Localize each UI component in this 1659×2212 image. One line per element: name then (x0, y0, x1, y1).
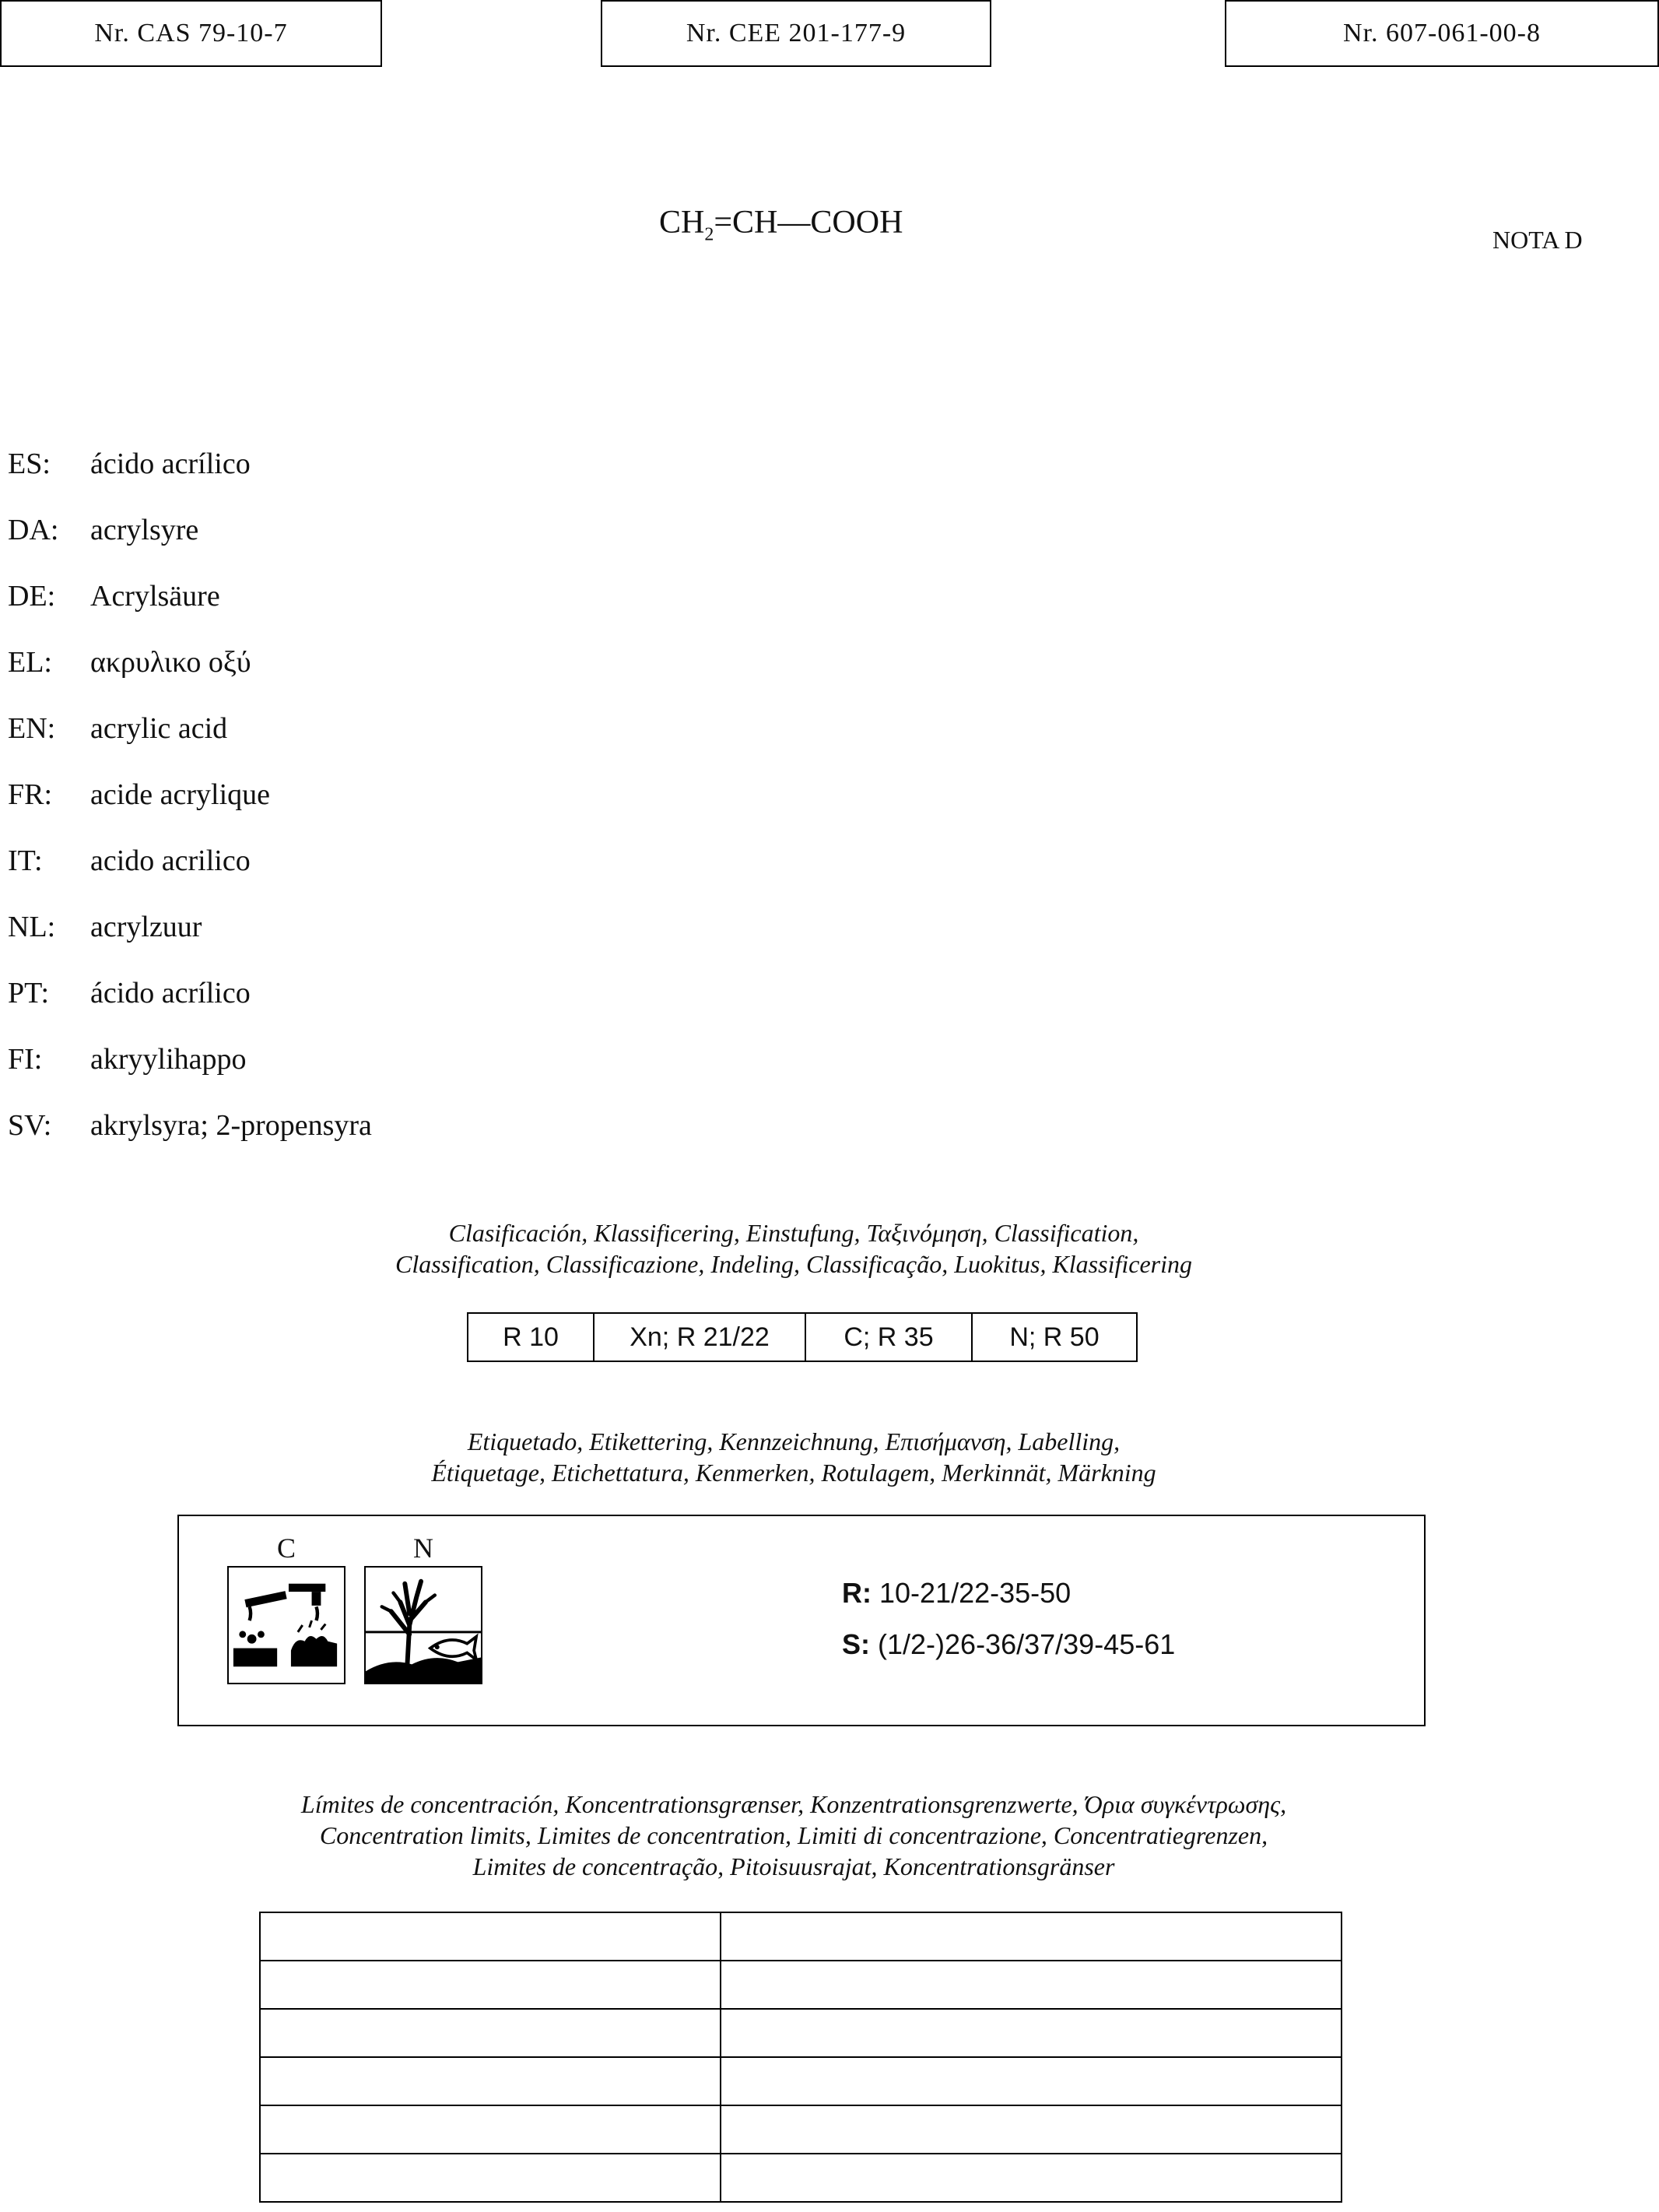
substance-name: akrylsyra; 2-propensyra (90, 1109, 372, 1142)
table-cell (260, 2009, 721, 2057)
language-code: PT: (8, 977, 50, 1009)
substance-name: acrylsyre (90, 514, 199, 546)
table-cell (260, 1912, 721, 1961)
substance-name-row (8, 711, 372, 778)
substance-name: ácido acrílico (90, 977, 251, 1009)
substance-name-row (8, 1042, 372, 1108)
index-number-box (1225, 0, 1659, 67)
substance-name: ακρυλικο οξύ (90, 646, 251, 679)
table-row (260, 2057, 1342, 2105)
table-cell (721, 2057, 1342, 2105)
table-cell (721, 2009, 1342, 2057)
substance-name-row (8, 645, 372, 711)
language-code: EN: (8, 712, 56, 745)
safety-phrases: S: (1/2-)26-36/37/39-45-61 (842, 1628, 1176, 1660)
table-cell (721, 1912, 1342, 1961)
concentration-limits-heading: Límites de concentración, Koncentrationsgrænser, Konzentrationsgrenzwerte, Όρια συγκέντρωσης, Concentration limits, Limites de concentration, Limiti di concentrazione, Concentratiegrenzen, Limites de concentração, Pitoisuusrajat, Koncentrationsgränser (300, 1790, 1287, 1880)
language-code: SV: (8, 1109, 52, 1142)
language-code: IT: (8, 844, 43, 877)
classification-code: R 10 (468, 1313, 594, 1361)
table-cell (260, 2057, 721, 2105)
labelling-box (177, 1515, 1426, 1726)
table-cell (721, 2105, 1342, 2154)
index-number: Nr. 607-061-00-8 (1343, 19, 1541, 47)
chemical-formula: $CH_2=CH—COOH$ (659, 205, 903, 245)
substance-name-row (8, 447, 372, 513)
substance-name-row (8, 976, 372, 1042)
table-row (260, 1912, 1342, 1961)
cee-number: Nr. CEE 201-177-9 (686, 19, 907, 47)
classification-table (467, 1312, 1138, 1362)
classification-heading: Clasificación, Klassificering, Einstufung, Ταξινόμηση, Classification, Classification, Classificazione, Indeling, Classificação, Luokitus, Klassificering (395, 1219, 1192, 1278)
language-code: FR: (8, 778, 53, 811)
cas-number-box (0, 0, 382, 67)
substance-name: acrylzuur (90, 911, 202, 943)
language-code: DE: (8, 580, 56, 613)
substance-names-list (8, 447, 372, 1174)
classification-code: Xn; R 21/22 (594, 1313, 805, 1361)
environment-hazard-icon (364, 1566, 482, 1684)
substance-name-row (8, 910, 372, 976)
language-code: NL: (8, 911, 56, 943)
table-cell (260, 2154, 721, 2202)
substance-name-row (8, 844, 372, 910)
substance-name: ácido acrílico (90, 448, 251, 480)
note-label: NOTA D (1492, 226, 1583, 254)
substance-name-row (8, 778, 372, 844)
substance-name: acido acrilico (90, 844, 251, 877)
language-code: DA: (8, 514, 59, 546)
symbol-letter-c: C (276, 1533, 296, 1564)
cas-number: Nr. CAS 79-10-7 (94, 19, 288, 47)
classification-code: N; R 50 (972, 1313, 1137, 1361)
risk-safety-phrases (842, 1577, 1175, 1680)
language-code: ES: (8, 448, 51, 480)
substance-name: acrylic acid (90, 712, 228, 745)
table-cell (260, 2105, 721, 2154)
substance-name-row (8, 1108, 372, 1174)
table-row (260, 2154, 1342, 2202)
table-row (260, 2105, 1342, 2154)
substance-name: acide acrylique (90, 778, 271, 811)
table-cell (721, 2154, 1342, 2202)
labelling-heading: Etiquetado, Etikettering, Kennzeichnung, Επισήμανση, Labelling, Étiquetage, Etichettatura, Kenmerken, Rotulagem, Merkinnät, Märkning (431, 1427, 1156, 1487)
cee-number-box (601, 0, 991, 67)
substance-name: Acrylsäure (90, 580, 220, 613)
language-code: EL: (8, 646, 52, 679)
risk-phrases: R: 10-21/22-35-50 (842, 1577, 1072, 1609)
table-row (260, 1961, 1342, 2009)
table-cell (721, 1961, 1342, 2009)
table-row (260, 2009, 1342, 2057)
substance-name-row (8, 513, 372, 579)
corrosive-icon (227, 1566, 345, 1684)
classification-code: C; R 35 (805, 1313, 972, 1361)
symbol-letter-n: N (413, 1533, 433, 1564)
concentration-limits-table (259, 1912, 1342, 2203)
substance-name: akryylihappo (90, 1043, 247, 1076)
language-code: FI: (8, 1043, 43, 1076)
substance-name-row (8, 579, 372, 645)
table-cell (260, 1961, 721, 2009)
